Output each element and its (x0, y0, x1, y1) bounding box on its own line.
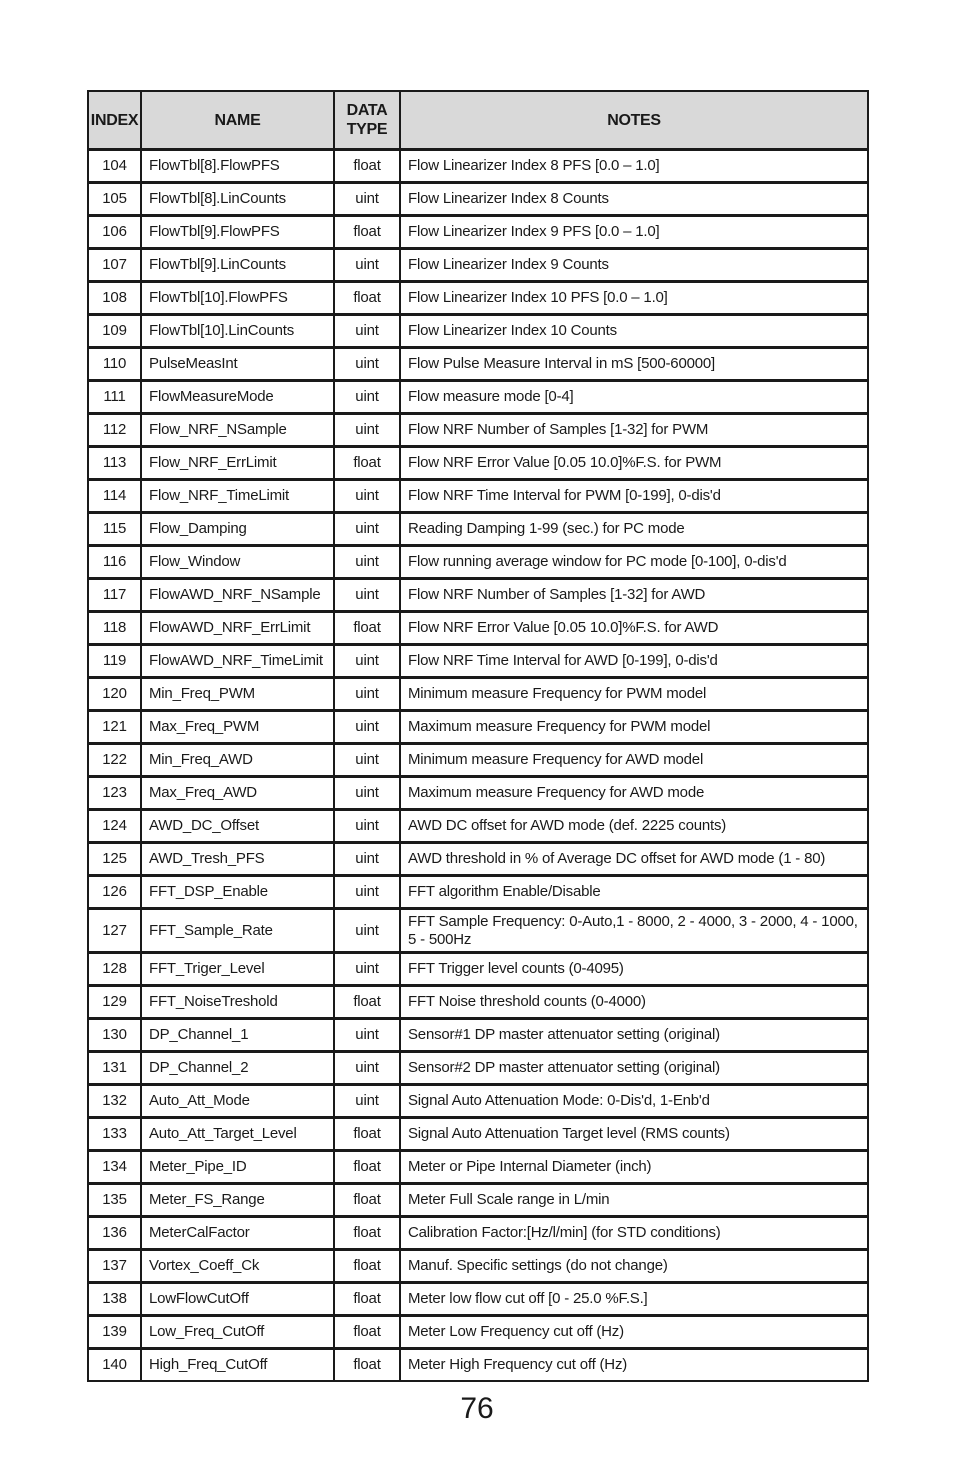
cell-notes: Flow NRF Error Value [0.05 10.0]%F.S. for PWM (400, 447, 868, 480)
cell-data-type: uint (334, 744, 400, 777)
cell-data-type: uint (334, 953, 400, 986)
cell-notes: Reading Damping 1-99 (sec.) for PC mode (400, 513, 868, 546)
cell-index: 131 (88, 1052, 141, 1085)
cell-index: 105 (88, 183, 141, 216)
cell-data-type: uint (334, 810, 400, 843)
table-row (88, 1283, 868, 1316)
cell-index: 120 (88, 678, 141, 711)
cell-notes: Minimum measure Frequency for AWD model (400, 744, 868, 777)
cell-data-type: float (334, 1118, 400, 1151)
header-notes: NOTES (400, 91, 868, 150)
cell-name: FlowTbl[9].LinCounts (141, 249, 334, 282)
page-number: 76 (460, 1392, 494, 1425)
cell-notes: Flow NRF Number of Samples [1-32] for PWM (400, 414, 868, 447)
table-row (88, 810, 868, 843)
table-row (88, 1250, 868, 1283)
cell-notes: Flow Linearizer Index 8 Counts (400, 183, 868, 216)
cell-data-type: uint (334, 1085, 400, 1118)
table-row (88, 150, 868, 183)
table-row (88, 1349, 868, 1382)
table-row (88, 744, 868, 777)
cell-name: FFT_DSP_Enable (141, 876, 334, 909)
table-row (88, 876, 868, 909)
table-row (88, 645, 868, 678)
table-row (88, 843, 868, 876)
cell-notes: Meter or Pipe Internal Diameter (inch) (400, 1151, 868, 1184)
cell-data-type: float (334, 986, 400, 1019)
table-row (88, 381, 868, 414)
cell-name: High_Freq_CutOff (141, 1349, 334, 1382)
header-index: INDEX (88, 91, 141, 150)
cell-data-type: float (334, 1316, 400, 1349)
cell-index: 114 (88, 480, 141, 513)
table-row (88, 1118, 868, 1151)
cell-index: 130 (88, 1019, 141, 1052)
cell-name: Low_Freq_CutOff (141, 1316, 334, 1349)
cell-index: 108 (88, 282, 141, 315)
cell-notes: Flow Linearizer Index 10 PFS [0.0 – 1.0] (400, 282, 868, 315)
cell-notes: Meter High Frequency cut off (Hz) (400, 1349, 868, 1382)
cell-name: FlowTbl[10].FlowPFS (141, 282, 334, 315)
cell-data-type: float (334, 1283, 400, 1316)
cell-name: Flow_Window (141, 546, 334, 579)
cell-index: 134 (88, 1151, 141, 1184)
cell-name: FlowTbl[8].FlowPFS (141, 150, 334, 183)
table-row (88, 1019, 868, 1052)
cell-data-type: uint (334, 513, 400, 546)
cell-data-type: float (334, 1250, 400, 1283)
cell-name: Auto_Att_Target_Level (141, 1118, 334, 1151)
cell-index: 139 (88, 1316, 141, 1349)
cell-name: Auto_Att_Mode (141, 1085, 334, 1118)
cell-data-type: float (334, 1349, 400, 1382)
cell-name: Min_Freq_AWD (141, 744, 334, 777)
cell-name: Flow_NRF_NSample (141, 414, 334, 447)
cell-index: 122 (88, 744, 141, 777)
cell-data-type: float (334, 447, 400, 480)
cell-index: 126 (88, 876, 141, 909)
cell-index: 116 (88, 546, 141, 579)
header-name: NAME (141, 91, 334, 150)
cell-index: 104 (102, 157, 127, 174)
cell-data-type: uint (334, 579, 400, 612)
cell-notes: Minimum measure Frequency for PWM model (400, 678, 868, 711)
cell-index: 109 (88, 315, 141, 348)
cell-name: Max_Freq_PWM (141, 711, 334, 744)
cell-name: FFT_Sample_Rate (141, 909, 334, 953)
cell-data-type: uint (334, 480, 400, 513)
cell-index: 136 (88, 1217, 141, 1250)
cell-notes: Meter low flow cut off [0 - 25.0 %F.S.] (400, 1283, 868, 1316)
cell-name: DP_Channel_2 (141, 1052, 334, 1085)
table-row (88, 909, 868, 953)
cell-index: 133 (88, 1118, 141, 1151)
cell-notes: AWD threshold in % of Average DC offset for AWD mode (1 - 80) (400, 843, 868, 876)
cell-index: 112 (88, 414, 141, 447)
table-row (88, 579, 868, 612)
cell-data-type: uint (334, 1019, 400, 1052)
cell-name: FlowTbl[8].LinCounts (141, 183, 334, 216)
cell-index: 124 (88, 810, 141, 843)
cell-name: Max_Freq_AWD (141, 777, 334, 810)
table-row (88, 216, 868, 249)
table-row (88, 1316, 868, 1349)
table-row (88, 546, 868, 579)
cell-data-type: uint (334, 546, 400, 579)
cell-notes: Flow NRF Time Interval for PWM [0-199], 0-dis'd (400, 480, 868, 513)
cell-index: 107 (88, 249, 141, 282)
cell-index: 123 (88, 777, 141, 810)
table-row (88, 348, 868, 381)
cell-data-type: float (334, 282, 400, 315)
cell-notes: FFT Noise threshold counts (0-4000) (400, 986, 868, 1019)
cell-data-type: float (334, 216, 400, 249)
cell-name: Flow_NRF_ErrLimit (141, 447, 334, 480)
table-row (88, 612, 868, 645)
cell-index: 121 (88, 711, 141, 744)
cell-data-type: uint (334, 843, 400, 876)
cell-data-type: uint (334, 183, 400, 216)
cell-name: FlowTbl[9].FlowPFS (141, 216, 334, 249)
cell-notes: Flow Linearizer Index 10 Counts (400, 315, 868, 348)
cell-notes: Flow Linearizer Index 9 Counts (400, 249, 868, 282)
cell-index: 135 (88, 1184, 141, 1217)
table-row (88, 953, 868, 986)
cell-index: 127 (88, 909, 141, 953)
cell-notes: FFT Sample Frequency: 0-Auto,1 - 8000, 2 - 4000, 3 - 2000, 4 - 1000, 5 - 500Hz (400, 909, 868, 953)
cell-name: FlowTbl[10].LinCounts (141, 315, 334, 348)
table-row (88, 447, 868, 480)
cell-name: Meter_FS_Range (141, 1184, 334, 1217)
cell-name: AWD_Tresh_PFS (141, 843, 334, 876)
cell-index: 110 (88, 348, 141, 381)
table-row (88, 1085, 868, 1118)
table-row (88, 777, 868, 810)
table-row (88, 1052, 868, 1085)
header-data-type (334, 91, 400, 150)
cell-index: 115 (88, 513, 141, 546)
cell-name: Flow_Damping (141, 513, 334, 546)
table-row (88, 480, 868, 513)
table-row (88, 986, 868, 1019)
cell-name: FlowAWD_NRF_TimeLimit (141, 645, 334, 678)
cell-index: 132 (88, 1085, 141, 1118)
cell-index: 129 (88, 986, 141, 1019)
cell-notes: Manuf. Specific settings (do not change) (400, 1250, 868, 1283)
cell-data-type: uint (334, 414, 400, 447)
table-row (88, 282, 868, 315)
table-body (88, 150, 868, 1382)
cell-notes: AWD DC offset for AWD mode (def. 2225 counts) (400, 810, 868, 843)
cell-index: 128 (88, 953, 141, 986)
cell-name: MeterCalFactor (141, 1217, 334, 1250)
cell-data-type: uint (334, 876, 400, 909)
cell-data-type: uint (334, 909, 400, 953)
table-row (88, 249, 868, 282)
table-row (88, 183, 868, 216)
cell-notes: Sensor#1 DP master attenuator setting (original) (400, 1019, 868, 1052)
cell-data-type: float (334, 1151, 400, 1184)
cell-data-type: float (334, 150, 400, 183)
cell-name: Meter_Pipe_ID (141, 1151, 334, 1184)
cell-notes: Flow NRF Error Value [0.05 10.0]%F.S. for AWD (400, 612, 868, 645)
cell-data-type: uint (334, 348, 400, 381)
cell-index: 137 (88, 1250, 141, 1283)
table-row (88, 1151, 868, 1184)
header-data-type-line2: TYPE (346, 121, 388, 138)
cell-notes: Flow Linearizer Index 8 PFS [0.0 – 1.0] (400, 150, 868, 183)
header-data-type-line1: DATA (346, 102, 388, 119)
table-row (88, 711, 868, 744)
cell-name: Min_Freq_PWM (141, 678, 334, 711)
cell-name: FFT_Triger_Level (141, 953, 334, 986)
cell-notes: Calibration Factor:[Hz/l/min] (for STD conditions) (400, 1217, 868, 1250)
table-header-row (88, 91, 868, 150)
table-row (88, 414, 868, 447)
cell-notes: FFT Trigger level counts (0-4095) (400, 953, 868, 986)
cell-index: 111 (88, 381, 141, 414)
cell-notes: Maximum measure Frequency for AWD mode (400, 777, 868, 810)
cell-notes: Meter Full Scale range in L/min (400, 1184, 868, 1217)
cell-notes: Flow Linearizer Index 9 PFS [0.0 – 1.0] (400, 216, 868, 249)
parameter-table (87, 90, 869, 1382)
cell-name: PulseMeasInt (141, 348, 334, 381)
cell-index: 138 (88, 1283, 141, 1316)
cell-notes: FFT algorithm Enable/Disable (400, 876, 868, 909)
cell-notes: Meter Low Frequency cut off (Hz) (400, 1316, 868, 1349)
cell-index: 119 (88, 645, 141, 678)
cell-notes: Flow NRF Number of Samples [1-32] for AWD (400, 579, 868, 612)
cell-data-type: uint (334, 381, 400, 414)
cell-name: FFT_NoiseTreshold (141, 986, 334, 1019)
cell-notes: Flow NRF Time Interval for AWD [0-199], 0-dis'd (400, 645, 868, 678)
table-row (88, 1217, 868, 1250)
cell-data-type: uint (334, 711, 400, 744)
cell-notes: Flow measure mode [0-4] (400, 381, 868, 414)
cell-name: FlowMeasureMode (141, 381, 334, 414)
table-row (88, 513, 868, 546)
cell-notes: Signal Auto Attenuation Target level (RMS counts) (400, 1118, 868, 1151)
cell-data-type: float (334, 1217, 400, 1250)
cell-index: 118 (88, 612, 141, 645)
cell-name: LowFlowCutOff (141, 1283, 334, 1316)
cell-data-type: float (334, 612, 400, 645)
cell-index: 140 (88, 1349, 141, 1382)
cell-data-type: float (334, 1184, 400, 1217)
table-row (88, 678, 868, 711)
cell-notes: Flow running average window for PC mode [0-100], 0-dis'd (400, 546, 868, 579)
cell-name: Flow_NRF_TimeLimit (141, 480, 334, 513)
cell-name: AWD_DC_Offset (141, 810, 334, 843)
cell-index: 113 (88, 447, 141, 480)
cell-data-type: uint (334, 645, 400, 678)
cell-index: 117 (88, 579, 141, 612)
cell-notes: Signal Auto Attenuation Mode: 0-Dis'd, 1-Enb'd (400, 1085, 868, 1118)
cell-data-type: uint (334, 315, 400, 348)
cell-notes: Sensor#2 DP master attenuator setting (original) (400, 1052, 868, 1085)
cell-index: 106 (88, 216, 141, 249)
cell-name: FlowAWD_NRF_ErrLimit (141, 612, 334, 645)
cell-name: Vortex_Coeff_Ck (141, 1250, 334, 1283)
cell-data-type: uint (334, 249, 400, 282)
cell-data-type: uint (334, 1052, 400, 1085)
cell-data-type: uint (334, 777, 400, 810)
cell-notes: Maximum measure Frequency for PWM model (400, 711, 868, 744)
cell-data-type: uint (334, 678, 400, 711)
table-row (88, 1184, 868, 1217)
cell-name: FlowAWD_NRF_NSample (141, 579, 334, 612)
cell-notes: Flow Pulse Measure Interval in mS [500-60000] (400, 348, 868, 381)
cell-name: DP_Channel_1 (141, 1019, 334, 1052)
cell-index: 125 (88, 843, 141, 876)
table-row (88, 315, 868, 348)
